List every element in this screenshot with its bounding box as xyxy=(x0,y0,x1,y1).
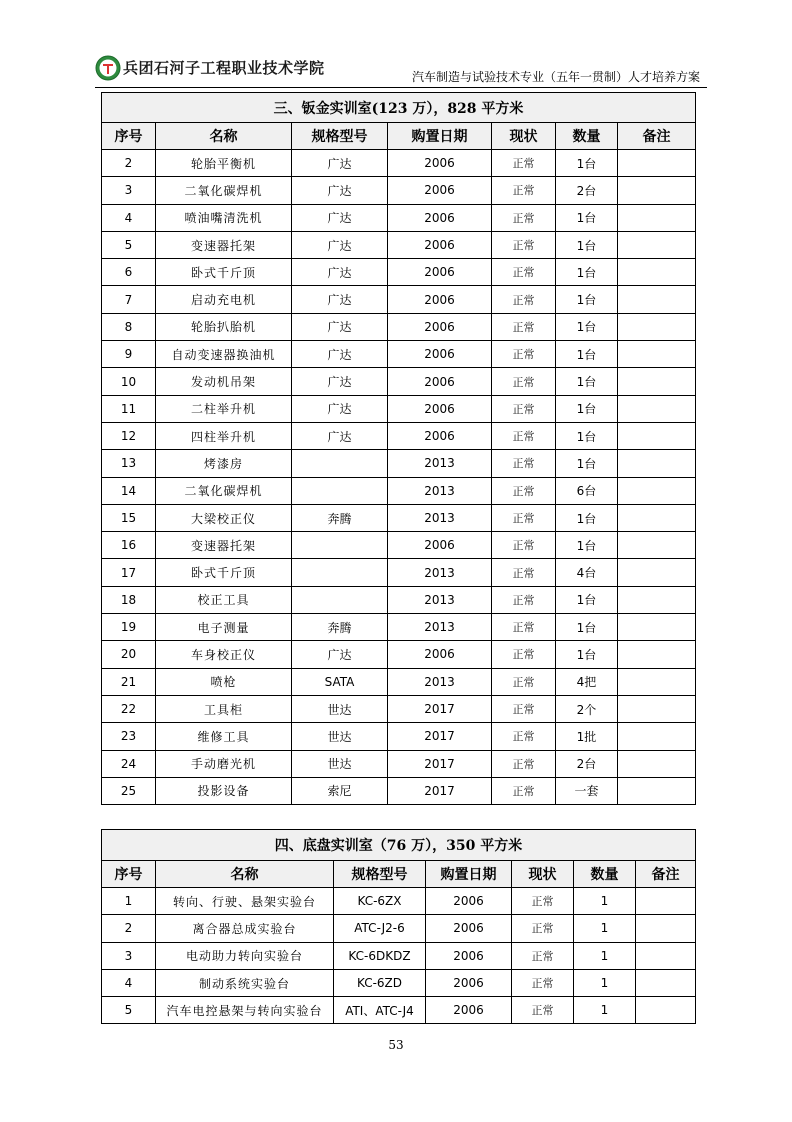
table-row xyxy=(102,614,696,641)
table-cell: 世达 xyxy=(292,695,388,722)
column-header: 购置日期 xyxy=(426,861,512,888)
table-cell: 正常 xyxy=(492,695,556,722)
table-cell: 汽车电控悬架与转向实验台 xyxy=(156,997,334,1024)
training-room-4-table xyxy=(101,829,696,1024)
table-cell: 正常 xyxy=(492,177,556,204)
table-cell: 2017 xyxy=(388,723,492,750)
table-cell: 2006 xyxy=(426,997,512,1024)
table-cell: 2006 xyxy=(388,395,492,422)
table-cell: 1 xyxy=(574,969,636,996)
table-row xyxy=(102,750,696,777)
table-cell: 2017 xyxy=(388,750,492,777)
table-cell xyxy=(636,915,696,942)
table-caption: 四、底盘实训室（76 万），350 平方米 xyxy=(102,830,696,861)
table-cell: 2006 xyxy=(426,969,512,996)
table-cell: 转向、行驶、悬架实验台 xyxy=(156,888,334,915)
table-row xyxy=(102,969,696,996)
table-cell: 2 xyxy=(102,150,156,177)
table-cell: 世达 xyxy=(292,750,388,777)
table-cell xyxy=(618,723,696,750)
table-cell: 1台 xyxy=(556,450,618,477)
table-row xyxy=(102,695,696,722)
table-cell xyxy=(618,559,696,586)
table-cell: 4 xyxy=(102,204,156,231)
table-row xyxy=(102,668,696,695)
table-row xyxy=(102,368,696,395)
table-cell: 2017 xyxy=(388,695,492,722)
table-cell: 1台 xyxy=(556,395,618,422)
table-cell: 1台 xyxy=(556,204,618,231)
table-row xyxy=(102,504,696,531)
table-cell: 正常 xyxy=(512,969,574,996)
table-cell: 广达 xyxy=(292,204,388,231)
table-cell: 启动充电机 xyxy=(156,286,292,313)
table-cell: SATA xyxy=(292,668,388,695)
table-cell xyxy=(618,777,696,804)
table-cell: 1台 xyxy=(556,150,618,177)
table-cell: 2013 xyxy=(388,586,492,613)
table-cell: 正常 xyxy=(512,888,574,915)
table-cell: 卧式千斤顶 xyxy=(156,259,292,286)
table-cell: 1台 xyxy=(556,614,618,641)
table-cell: 2013 xyxy=(388,668,492,695)
table-cell: 2006 xyxy=(426,942,512,969)
table-cell: 手动磨光机 xyxy=(156,750,292,777)
table-cell: 5 xyxy=(102,997,156,1024)
table-cell: ATI、ATC-J4 xyxy=(334,997,426,1024)
table-cell: 1 xyxy=(574,997,636,1024)
table-cell: 正常 xyxy=(492,586,556,613)
table-cell: 11 xyxy=(102,395,156,422)
table-cell: 14 xyxy=(102,477,156,504)
table-row xyxy=(102,723,696,750)
table-cell: 2006 xyxy=(388,368,492,395)
table-cell: 1台 xyxy=(556,586,618,613)
table-cell: 正常 xyxy=(492,750,556,777)
table-cell xyxy=(618,368,696,395)
table-header-row xyxy=(102,123,696,150)
column-header: 名称 xyxy=(156,861,334,888)
table-cell: ATC-J2-6 xyxy=(334,915,426,942)
table-cell: 奔腾 xyxy=(292,504,388,531)
table-cell: 正常 xyxy=(512,942,574,969)
table-cell xyxy=(618,614,696,641)
table-cell: 2013 xyxy=(388,504,492,531)
table-cell: 1台 xyxy=(556,341,618,368)
table-cell xyxy=(618,231,696,258)
table-cell: 2006 xyxy=(388,231,492,258)
table-cell: 20 xyxy=(102,641,156,668)
table-cell: 2个 xyxy=(556,695,618,722)
table-cell xyxy=(292,559,388,586)
table-cell: 一套 xyxy=(556,777,618,804)
table-cell: 正常 xyxy=(492,341,556,368)
table-cell: 离合器总成实验台 xyxy=(156,915,334,942)
table-cell: 广达 xyxy=(292,177,388,204)
column-header: 规格型号 xyxy=(292,123,388,150)
table-cell: 5 xyxy=(102,231,156,258)
table-cell: 4 xyxy=(102,969,156,996)
table-cell: 1台 xyxy=(556,368,618,395)
table-cell: 1台 xyxy=(556,641,618,668)
table-cell xyxy=(618,259,696,286)
table-cell: 4台 xyxy=(556,559,618,586)
table-row xyxy=(102,259,696,286)
table-cell: 23 xyxy=(102,723,156,750)
table-row xyxy=(102,997,696,1024)
table-cell: 发动机吊架 xyxy=(156,368,292,395)
table-cell: 25 xyxy=(102,777,156,804)
table-row xyxy=(102,395,696,422)
table-cell xyxy=(618,395,696,422)
table-cell: 正常 xyxy=(492,422,556,449)
table-cell: 正常 xyxy=(492,668,556,695)
table-cell: 正常 xyxy=(492,559,556,586)
table-cell: 13 xyxy=(102,450,156,477)
table-row xyxy=(102,450,696,477)
table-cell: 21 xyxy=(102,668,156,695)
training-room-3-table xyxy=(101,92,696,805)
table-row xyxy=(102,150,696,177)
column-header: 规格型号 xyxy=(334,861,426,888)
table-cell xyxy=(618,586,696,613)
table-cell: 2013 xyxy=(388,450,492,477)
table-cell: 16 xyxy=(102,532,156,559)
table-cell: 1台 xyxy=(556,504,618,531)
table-cell: 二氧化碳焊机 xyxy=(156,477,292,504)
table-cell: 投影设备 xyxy=(156,777,292,804)
school-name: 兵团石河子工程职业技术学院 xyxy=(123,59,325,77)
table-cell: 2 xyxy=(102,915,156,942)
table-cell: KC-6DKDZ xyxy=(334,942,426,969)
table-cell: 3 xyxy=(102,177,156,204)
table-cell xyxy=(618,286,696,313)
table-cell: 校正工具 xyxy=(156,586,292,613)
table-cell: 广达 xyxy=(292,395,388,422)
table-cell: 1 xyxy=(574,942,636,969)
table-cell: 广达 xyxy=(292,231,388,258)
table-cell: 2006 xyxy=(388,177,492,204)
table-cell: 正常 xyxy=(492,286,556,313)
table-cell: 广达 xyxy=(292,341,388,368)
table-cell: 广达 xyxy=(292,150,388,177)
table-row xyxy=(102,888,696,915)
table-cell xyxy=(618,150,696,177)
table-row xyxy=(102,586,696,613)
table-caption: 三、钣金实训室(123 万），828 平方米 xyxy=(102,93,696,123)
table-row xyxy=(102,641,696,668)
table-cell: 2006 xyxy=(388,259,492,286)
table-row xyxy=(102,777,696,804)
table-cell xyxy=(618,532,696,559)
table-cell: 正常 xyxy=(492,504,556,531)
table-cell: 正常 xyxy=(512,997,574,1024)
table-row xyxy=(102,177,696,204)
table-cell: 2013 xyxy=(388,614,492,641)
table-cell: 1台 xyxy=(556,313,618,340)
table-row xyxy=(102,341,696,368)
table-cell: 22 xyxy=(102,695,156,722)
table-cell: 2006 xyxy=(388,422,492,449)
table-cell: 10 xyxy=(102,368,156,395)
table-row xyxy=(102,477,696,504)
table-cell: 18 xyxy=(102,586,156,613)
column-header: 名称 xyxy=(156,123,292,150)
table-cell: 19 xyxy=(102,614,156,641)
table-cell: 广达 xyxy=(292,641,388,668)
table-cell: 2台 xyxy=(556,750,618,777)
table-cell: 大梁校正仪 xyxy=(156,504,292,531)
table-cell: 卧式千斤顶 xyxy=(156,559,292,586)
table-cell: 正常 xyxy=(492,777,556,804)
table-cell: 正常 xyxy=(492,614,556,641)
table-cell xyxy=(618,341,696,368)
table-cell: 24 xyxy=(102,750,156,777)
table-cell xyxy=(636,942,696,969)
table-row xyxy=(102,231,696,258)
column-header: 数量 xyxy=(574,861,636,888)
table-cell xyxy=(636,888,696,915)
table-cell: 二氧化碳焊机 xyxy=(156,177,292,204)
header-rule xyxy=(95,87,707,88)
table-cell: 电子测量 xyxy=(156,614,292,641)
table-cell xyxy=(292,532,388,559)
table-cell xyxy=(636,997,696,1024)
table-cell: 正常 xyxy=(492,204,556,231)
table-cell: 15 xyxy=(102,504,156,531)
table-cell: 广达 xyxy=(292,368,388,395)
table-cell: 2006 xyxy=(388,341,492,368)
table-cell xyxy=(618,422,696,449)
table-cell: 喷油嘴清洗机 xyxy=(156,204,292,231)
table-cell: 正常 xyxy=(492,477,556,504)
column-header: 序号 xyxy=(102,123,156,150)
column-header: 数量 xyxy=(556,123,618,150)
table-row xyxy=(102,559,696,586)
table-cell: 2013 xyxy=(388,559,492,586)
table-cell: 1 xyxy=(102,888,156,915)
column-header: 备注 xyxy=(618,123,696,150)
table-cell: 轮胎扒胎机 xyxy=(156,313,292,340)
table-cell: 二柱举升机 xyxy=(156,395,292,422)
table-cell xyxy=(636,969,696,996)
table-cell: 2006 xyxy=(388,641,492,668)
table-cell: 正常 xyxy=(492,313,556,340)
table-row xyxy=(102,286,696,313)
table-cell: 广达 xyxy=(292,313,388,340)
table-cell: 1台 xyxy=(556,532,618,559)
table-cell: 正常 xyxy=(512,915,574,942)
table-cell: 1 xyxy=(574,888,636,915)
table-cell: 奔腾 xyxy=(292,614,388,641)
table-cell xyxy=(618,477,696,504)
table-cell: 喷枪 xyxy=(156,668,292,695)
table-cell: 正常 xyxy=(492,150,556,177)
table-row xyxy=(102,915,696,942)
table-row xyxy=(102,532,696,559)
table-cell xyxy=(618,450,696,477)
table-cell: 1 xyxy=(574,915,636,942)
column-header: 备注 xyxy=(636,861,696,888)
table-cell: 变速器托架 xyxy=(156,231,292,258)
table-cell: 2006 xyxy=(388,532,492,559)
table-cell: 维修工具 xyxy=(156,723,292,750)
table-cell: 车身校正仪 xyxy=(156,641,292,668)
table-cell xyxy=(292,450,388,477)
table-cell xyxy=(618,668,696,695)
table-row xyxy=(102,942,696,969)
table-cell: 9 xyxy=(102,341,156,368)
table-cell: 世达 xyxy=(292,723,388,750)
table-cell: 烤漆房 xyxy=(156,450,292,477)
table-cell: 2006 xyxy=(388,286,492,313)
table-cell: 1台 xyxy=(556,231,618,258)
school-logo-icon xyxy=(95,55,121,81)
column-header: 现状 xyxy=(512,861,574,888)
table-cell: 广达 xyxy=(292,422,388,449)
table-cell: 轮胎平衡机 xyxy=(156,150,292,177)
table-cell: KC-6ZX xyxy=(334,888,426,915)
table-row xyxy=(102,422,696,449)
table-cell: 2006 xyxy=(388,313,492,340)
table-cell xyxy=(292,586,388,613)
table-cell: 正常 xyxy=(492,450,556,477)
table-cell xyxy=(618,204,696,231)
table-cell: 3 xyxy=(102,942,156,969)
table-cell: 6台 xyxy=(556,477,618,504)
table-cell: 2017 xyxy=(388,777,492,804)
table-cell: 2006 xyxy=(426,915,512,942)
column-header: 现状 xyxy=(492,123,556,150)
table-row xyxy=(102,204,696,231)
table-cell xyxy=(292,477,388,504)
table-cell: 4把 xyxy=(556,668,618,695)
table-cell: 6 xyxy=(102,259,156,286)
table-row xyxy=(102,313,696,340)
table-cell: 正常 xyxy=(492,532,556,559)
document-title: 汽车制造与试验技术专业（五年一贯制）人才培养方案 xyxy=(411,70,700,84)
table-cell: 广达 xyxy=(292,286,388,313)
table-cell: 7 xyxy=(102,286,156,313)
table-cell: 2006 xyxy=(426,888,512,915)
table-cell: 1台 xyxy=(556,286,618,313)
table-cell: 12 xyxy=(102,422,156,449)
table-cell: 1批 xyxy=(556,723,618,750)
table-cell xyxy=(618,313,696,340)
table-cell xyxy=(618,750,696,777)
table-cell: 正常 xyxy=(492,395,556,422)
table-cell: 变速器托架 xyxy=(156,532,292,559)
table-cell: 2006 xyxy=(388,204,492,231)
column-header: 序号 xyxy=(102,861,156,888)
table-cell xyxy=(618,641,696,668)
page-header xyxy=(95,55,700,87)
table-cell: 1台 xyxy=(556,259,618,286)
table-cell: 2013 xyxy=(388,477,492,504)
table-cell: 四柱举升机 xyxy=(156,422,292,449)
table-cell: 制动系统实验台 xyxy=(156,969,334,996)
table-cell: KC-6ZD xyxy=(334,969,426,996)
table-header-row xyxy=(102,861,696,888)
table-cell: 广达 xyxy=(292,259,388,286)
table-cell: 1台 xyxy=(556,422,618,449)
table-cell: 索尼 xyxy=(292,777,388,804)
table-cell: 电动助力转向实验台 xyxy=(156,942,334,969)
table-cell: 2006 xyxy=(388,150,492,177)
table-cell xyxy=(618,177,696,204)
table-cell: 正常 xyxy=(492,368,556,395)
table-cell: 工具柜 xyxy=(156,695,292,722)
table-cell: 正常 xyxy=(492,231,556,258)
table-cell xyxy=(618,695,696,722)
table-cell: 2台 xyxy=(556,177,618,204)
table-cell xyxy=(618,504,696,531)
page-number: 53 xyxy=(388,1038,404,1052)
table-cell: 17 xyxy=(102,559,156,586)
table-cell: 正常 xyxy=(492,641,556,668)
column-header: 购置日期 xyxy=(388,123,492,150)
table-cell: 正常 xyxy=(492,723,556,750)
table-cell: 正常 xyxy=(492,259,556,286)
table-cell: 8 xyxy=(102,313,156,340)
table-cell: 自动变速器换油机 xyxy=(156,341,292,368)
